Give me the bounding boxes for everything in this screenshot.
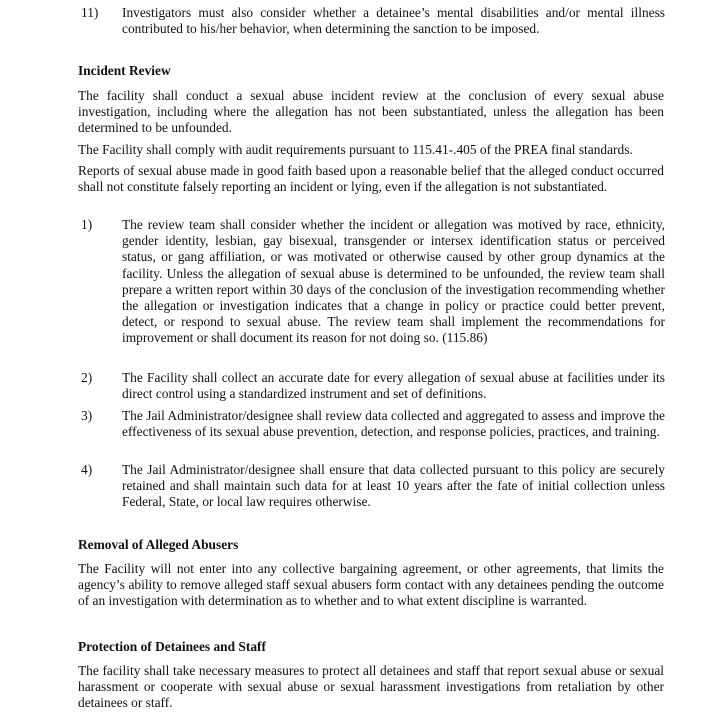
paragraph-protection: The facility shall take necessary measures to protect all detainees and staff that report sexual abuse or sexual harassment or cooperate with sexual abuse or sexual harassment investigations from retaliation by other detainees or staff. [78,663,664,711]
list-text: The Facility shall collect an accurate date for every allegation of sexual abuse at facilities under its direct control using a standardized instrument and set of definitions. [122,370,665,402]
list-number: 2) [81,370,93,385]
paragraph-incident-review-2: The Facility shall comply with audit requirements pursuant to 115.41-.405 of the PREA final standards. [78,142,633,157]
list-number: 1) [81,217,93,232]
list-text: The review team shall consider whether the incident or allegation was motived by race, ethnicity, gender identity, lesbian, gay bisexual, transgender or intersex identification status or perceived status, or gang affiliation, or was motivated or otherwise caused by other group dynamics at the facility. Unless the allegation of sexual abuse is determined to be unfounded, the review team shall prepare a written report within 30 days of the conclusion of the investigation recommending whether the allegation or investigation indicates that a change in policy or practice could better prevent, detect, or respond to sexual abuse. The review team shall implement the recommendations for improvement or shall document its reason for not doing so. (115.86) [122,217,665,346]
list-number: 3) [81,408,93,423]
list-item-1 [81,217,665,347]
list-text: The Jail Administrator/designee shall review data collected and aggregated to assess and improve the effectiveness of its sexual abuse prevention, detection, and response policies, practices, and training. [122,408,665,440]
list-item-4 [81,462,665,511]
heading-removal: Removal of Alleged Abusers [78,537,239,552]
paragraph-incident-review-1: The facility shall conduct a sexual abuse incident review at the conclusion of every sexual abuse investigation, including where the allegation has not been substantiated, unless the allegation has been determined to be unfounded. [78,88,664,136]
paragraph-removal: The Facility will not enter into any collective bargaining agreement, or other agreements, that limits the agency’s ability to remove alleged staff sexual abusers form contact with any detainees pending the outcome of an investigation with determination as to whether and to what extent discipline is warranted. [78,561,664,609]
heading-incident-review: Incident Review [78,63,171,78]
list-number: 11) [81,5,99,20]
list-item-11 [81,5,665,37]
list-item-2 [81,370,665,402]
paragraph-incident-review-3: Reports of sexual abuse made in good faith based upon a reasonable belief that the alleged conduct occurred shall not constitute falsely reporting an incident or lying, even if the allegation is not substantiated. [78,163,664,195]
heading-protection: Protection of Detainees and Staff [78,639,266,654]
list-text: The Jail Administrator/designee shall ensure that data collected pursuant to this policy are securely retained and shall maintain such data for at least 10 years after the fate of initial collection unless Federal, State, or local law requires otherwise. [122,462,665,510]
list-item-3 [81,408,665,440]
list-number: 4) [81,462,93,477]
list-text: Investigators must also consider whether a detainee’s mental disabilities and/or mental illness contributed to his/her behavior, when determining the sanction to be imposed. [122,5,665,37]
